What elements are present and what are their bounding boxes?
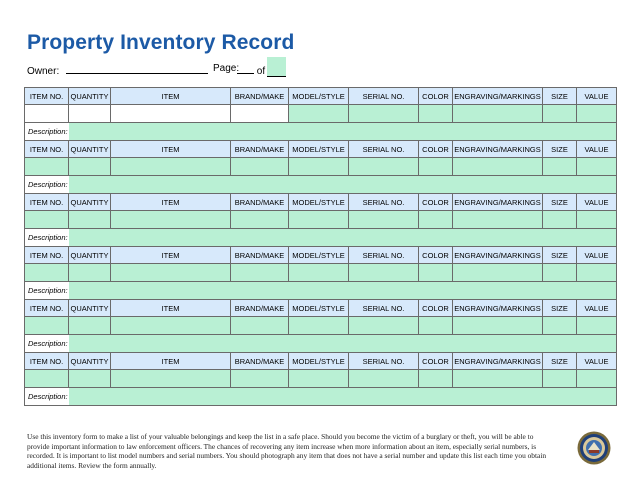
column-header: BRAND/MAKE <box>231 141 289 158</box>
entry-field[interactable] <box>349 158 419 176</box>
column-header: BRAND/MAKE <box>231 194 289 211</box>
entry-field[interactable] <box>111 317 231 335</box>
entry-field[interactable] <box>231 105 289 123</box>
entry-field[interactable] <box>111 158 231 176</box>
column-header: COLOR <box>419 194 453 211</box>
entry-field[interactable] <box>69 264 111 282</box>
entry-row <box>25 105 617 123</box>
header-row <box>25 247 617 264</box>
entry-field[interactable] <box>25 158 69 176</box>
column-header: QUANTITY <box>69 300 111 317</box>
entry-field[interactable] <box>289 211 349 229</box>
entry-field[interactable] <box>349 264 419 282</box>
column-header: SERIAL NO. <box>349 194 419 211</box>
entry-field[interactable] <box>543 211 577 229</box>
column-header: MODEL/STYLE <box>289 194 349 211</box>
entry-row <box>25 211 617 229</box>
column-header: MODEL/STYLE <box>289 353 349 370</box>
entry-field[interactable] <box>543 317 577 335</box>
entry-field[interactable] <box>289 370 349 388</box>
column-header: ITEM NO. <box>25 194 69 211</box>
column-header: COLOR <box>419 353 453 370</box>
column-header: BRAND/MAKE <box>231 247 289 264</box>
entry-field[interactable] <box>349 370 419 388</box>
column-header: SERIAL NO. <box>349 300 419 317</box>
entry-field[interactable] <box>543 158 577 176</box>
description-label: Description: <box>25 282 69 300</box>
column-header: ITEM <box>111 88 231 105</box>
entry-field[interactable] <box>289 264 349 282</box>
column-header: ITEM <box>111 194 231 211</box>
column-header: ENGRAVING/MARKINGS <box>453 247 543 264</box>
description-row <box>25 229 617 247</box>
description-label: Description: <box>25 335 69 353</box>
column-header: ITEM NO. <box>25 300 69 317</box>
entry-field[interactable] <box>543 264 577 282</box>
column-header: BRAND/MAKE <box>231 88 289 105</box>
header-row <box>25 141 617 158</box>
column-header: ITEM <box>111 300 231 317</box>
police-seal-icon <box>577 431 611 465</box>
entry-field[interactable] <box>453 317 543 335</box>
column-header: ENGRAVING/MARKINGS <box>453 353 543 370</box>
column-header: ITEM NO. <box>25 353 69 370</box>
description-row <box>25 388 617 406</box>
column-header: QUANTITY <box>69 353 111 370</box>
column-header: ITEM <box>111 141 231 158</box>
column-header: QUANTITY <box>69 247 111 264</box>
column-header: MODEL/STYLE <box>289 141 349 158</box>
entry-field[interactable] <box>419 158 453 176</box>
entry-field[interactable] <box>577 158 617 176</box>
column-header: COLOR <box>419 300 453 317</box>
entry-field[interactable] <box>453 158 543 176</box>
column-header: SIZE <box>543 300 577 317</box>
description-row <box>25 176 617 194</box>
entry-field[interactable] <box>289 105 349 123</box>
column-header: SIZE <box>543 247 577 264</box>
entry-field[interactable] <box>349 317 419 335</box>
entry-row <box>25 264 617 282</box>
column-header: VALUE <box>577 353 617 370</box>
column-header: COLOR <box>419 247 453 264</box>
entry-field[interactable] <box>231 264 289 282</box>
total-pages-field[interactable] <box>267 57 286 77</box>
description-label: Description: <box>25 388 69 406</box>
page-title: Property Inventory Record <box>27 31 295 54</box>
entry-field[interactable] <box>111 264 231 282</box>
page-label: Page: <box>213 63 240 74</box>
owner-line <box>27 63 208 77</box>
entry-field[interactable] <box>231 370 289 388</box>
description-label: Description: <box>25 123 69 141</box>
column-header: SIZE <box>543 141 577 158</box>
column-header: BRAND/MAKE <box>231 353 289 370</box>
entry-field[interactable] <box>577 211 617 229</box>
description-field[interactable] <box>69 335 617 353</box>
entry-field[interactable] <box>543 105 577 123</box>
column-header: ENGRAVING/MARKINGS <box>453 300 543 317</box>
column-header: MODEL/STYLE <box>289 88 349 105</box>
entry-field[interactable] <box>69 105 111 123</box>
column-header: MODEL/STYLE <box>289 300 349 317</box>
entry-field[interactable] <box>543 370 577 388</box>
owner-field[interactable] <box>66 63 208 74</box>
entry-field[interactable] <box>419 105 453 123</box>
description-row <box>25 335 617 353</box>
description-label: Description: <box>25 229 69 247</box>
column-header: QUANTITY <box>69 194 111 211</box>
column-header: ITEM <box>111 247 231 264</box>
entry-field[interactable] <box>289 158 349 176</box>
column-header: SERIAL NO. <box>349 353 419 370</box>
entry-field[interactable] <box>419 317 453 335</box>
column-header: MODEL/STYLE <box>289 247 349 264</box>
entry-field[interactable] <box>453 105 543 123</box>
description-field[interactable] <box>69 229 617 247</box>
column-header: ENGRAVING/MARKINGS <box>453 141 543 158</box>
header-row <box>25 353 617 370</box>
column-header: SERIAL NO. <box>349 88 419 105</box>
column-header: SERIAL NO. <box>349 141 419 158</box>
column-header: SERIAL NO. <box>349 247 419 264</box>
entry-field[interactable] <box>289 317 349 335</box>
inventory-table <box>24 87 617 406</box>
column-header: VALUE <box>577 300 617 317</box>
entry-field[interactable] <box>231 158 289 176</box>
column-header: SIZE <box>543 353 577 370</box>
entry-field[interactable] <box>577 317 617 335</box>
entry-field[interactable] <box>231 211 289 229</box>
column-header: COLOR <box>419 88 453 105</box>
page-number-field[interactable] <box>237 63 254 74</box>
entry-field[interactable] <box>111 370 231 388</box>
description-row <box>25 123 617 141</box>
column-header: VALUE <box>577 141 617 158</box>
description-field[interactable] <box>69 176 617 194</box>
entry-field[interactable] <box>453 211 543 229</box>
entry-row <box>25 158 617 176</box>
column-header: ENGRAVING/MARKINGS <box>453 194 543 211</box>
column-header: ITEM <box>111 353 231 370</box>
entry-field[interactable] <box>69 370 111 388</box>
owner-label: Owner: <box>27 66 60 77</box>
column-header: VALUE <box>577 247 617 264</box>
entry-field[interactable] <box>69 317 111 335</box>
entry-field[interactable] <box>69 211 111 229</box>
column-header: ITEM NO. <box>25 88 69 105</box>
entry-row <box>25 370 617 388</box>
entry-field[interactable] <box>453 264 543 282</box>
column-header: BRAND/MAKE <box>231 300 289 317</box>
entry-field[interactable] <box>419 264 453 282</box>
column-header: SIZE <box>543 88 577 105</box>
column-header: QUANTITY <box>69 141 111 158</box>
entry-field[interactable] <box>419 370 453 388</box>
entry-field[interactable] <box>25 264 69 282</box>
column-header: ITEM NO. <box>25 247 69 264</box>
column-header: ITEM NO. <box>25 141 69 158</box>
column-header: COLOR <box>419 141 453 158</box>
entry-field[interactable] <box>25 105 69 123</box>
entry-field[interactable] <box>453 370 543 388</box>
description-field[interactable] <box>69 388 617 406</box>
description-row <box>25 282 617 300</box>
column-header: SIZE <box>543 194 577 211</box>
entry-field[interactable] <box>25 211 69 229</box>
entry-field[interactable] <box>231 317 289 335</box>
entry-field[interactable] <box>25 317 69 335</box>
header-row <box>25 300 617 317</box>
header-row <box>25 194 617 211</box>
entry-field[interactable] <box>577 264 617 282</box>
column-header: ENGRAVING/MARKINGS <box>453 88 543 105</box>
entry-field[interactable] <box>349 105 419 123</box>
instructions-text: Use this inventory form to make a list of your valuable belongings and keep the list in a safe place. Should you become the victim of a burglary or theft, you will be able to provide important information to law enforcement officers. The chances of recovering any item increase when more information about an item, especially serial numbers, is recorded. It is important to list model numbers and serial numbers. You should photograph any item that does not have a serial number and update this list each time you obtain additional items. Review the form annually. <box>27 432 547 470</box>
column-header: VALUE <box>577 88 617 105</box>
description-field[interactable] <box>69 123 617 141</box>
entry-field[interactable] <box>111 105 231 123</box>
entry-field[interactable] <box>25 370 69 388</box>
entry-row <box>25 317 617 335</box>
of-label: of <box>256 66 266 77</box>
description-field[interactable] <box>69 282 617 300</box>
header-row <box>25 88 617 105</box>
entry-field[interactable] <box>419 211 453 229</box>
entry-field[interactable] <box>577 370 617 388</box>
column-header: VALUE <box>577 194 617 211</box>
entry-field[interactable] <box>349 211 419 229</box>
entry-field[interactable] <box>69 158 111 176</box>
column-header: QUANTITY <box>69 88 111 105</box>
description-label: Description: <box>25 176 69 194</box>
entry-field[interactable] <box>577 105 617 123</box>
entry-field[interactable] <box>111 211 231 229</box>
